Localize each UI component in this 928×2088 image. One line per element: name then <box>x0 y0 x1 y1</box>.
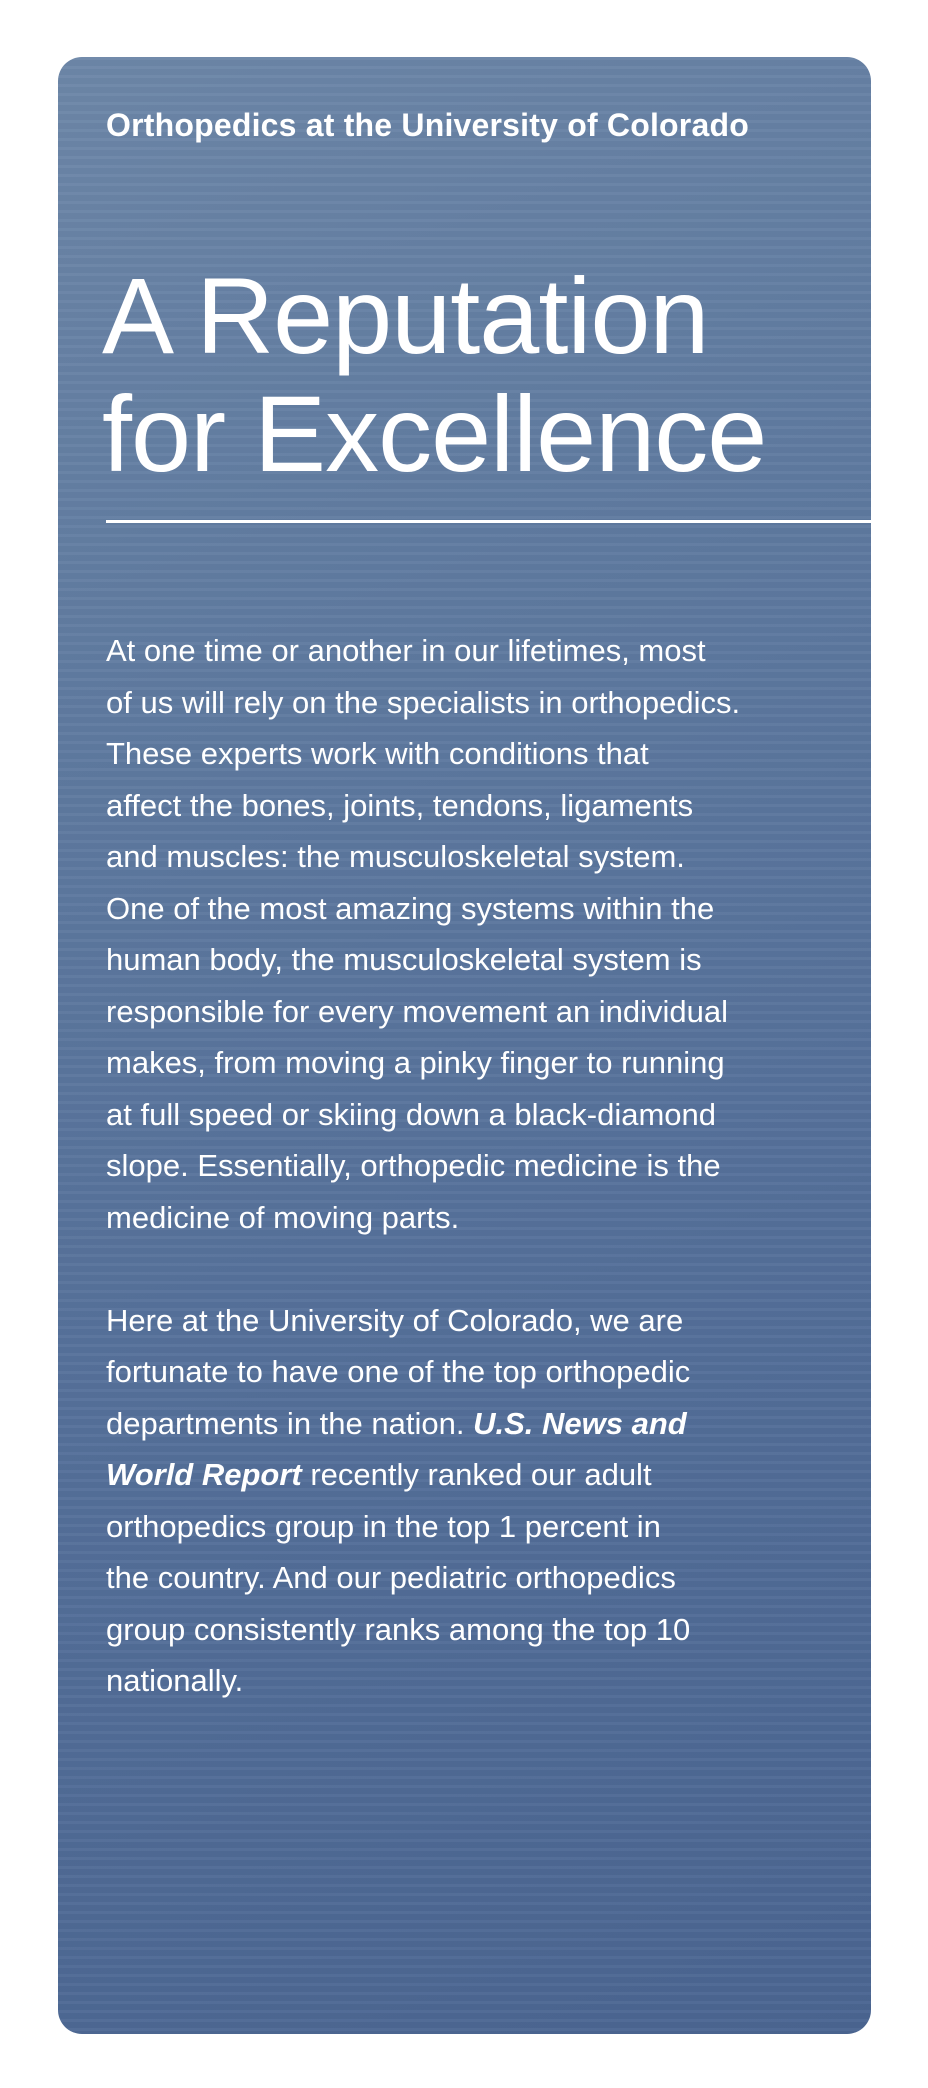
text-fragment: recently ranked our adult <box>301 1457 652 1492</box>
text-line: of us will rely on the specialists in orthopedics. <box>106 684 741 720</box>
text-line: These experts work with conditions that <box>106 736 649 771</box>
text-line <box>106 1398 826 1450</box>
text-line: human body, the musculoskeletal system is <box>106 942 702 977</box>
text-fragment: departments in the nation. <box>106 1405 474 1441</box>
text-line <box>106 1449 826 1501</box>
page-headline <box>102 257 766 493</box>
publication-name: U.S. News and <box>473 1405 687 1441</box>
headline-divider <box>106 520 871 523</box>
text-line: slope. Essentially, orthopedic medicine is the <box>106 1148 721 1183</box>
text-line: at full speed or skiing down a black-diamond <box>106 1096 717 1132</box>
body-copy <box>106 625 826 1758</box>
headline-line-2: for Excellence <box>102 373 767 494</box>
text-line: responsible for every movement an individual <box>106 993 729 1029</box>
text-line: fortunate to have one of the top orthopedic <box>106 1354 691 1389</box>
text-line: orthopedics group in the top 1 percent in <box>106 1508 661 1544</box>
headline-line-1: A Reputation <box>102 255 709 376</box>
text-line: Here at the University of Colorado, we are <box>106 1302 684 1338</box>
paragraph-intro <box>106 625 826 1243</box>
text-line: One of the most amazing systems within the <box>106 890 715 926</box>
text-line: medicine of moving parts. <box>106 1199 460 1235</box>
blue-content-panel <box>58 57 871 2034</box>
text-line: group consistently ranks among the top 10 <box>106 1611 691 1647</box>
text-line: nationally. <box>106 1663 244 1698</box>
text-line: makes, from moving a pinky finger to running <box>106 1045 725 1080</box>
text-line: and muscles: the musculoskeletal system. <box>106 839 685 874</box>
text-line: the country. And our pediatric orthopedics <box>106 1560 676 1595</box>
text-line: affect the bones, joints, tendons, ligaments <box>106 787 694 823</box>
paragraph-ranking <box>106 1295 826 1707</box>
text-line: At one time or another in our lifetimes, most <box>106 633 706 668</box>
section-eyebrow: Orthopedics at the University of Colorado <box>106 107 749 143</box>
publication-name: World Report <box>106 1457 302 1492</box>
